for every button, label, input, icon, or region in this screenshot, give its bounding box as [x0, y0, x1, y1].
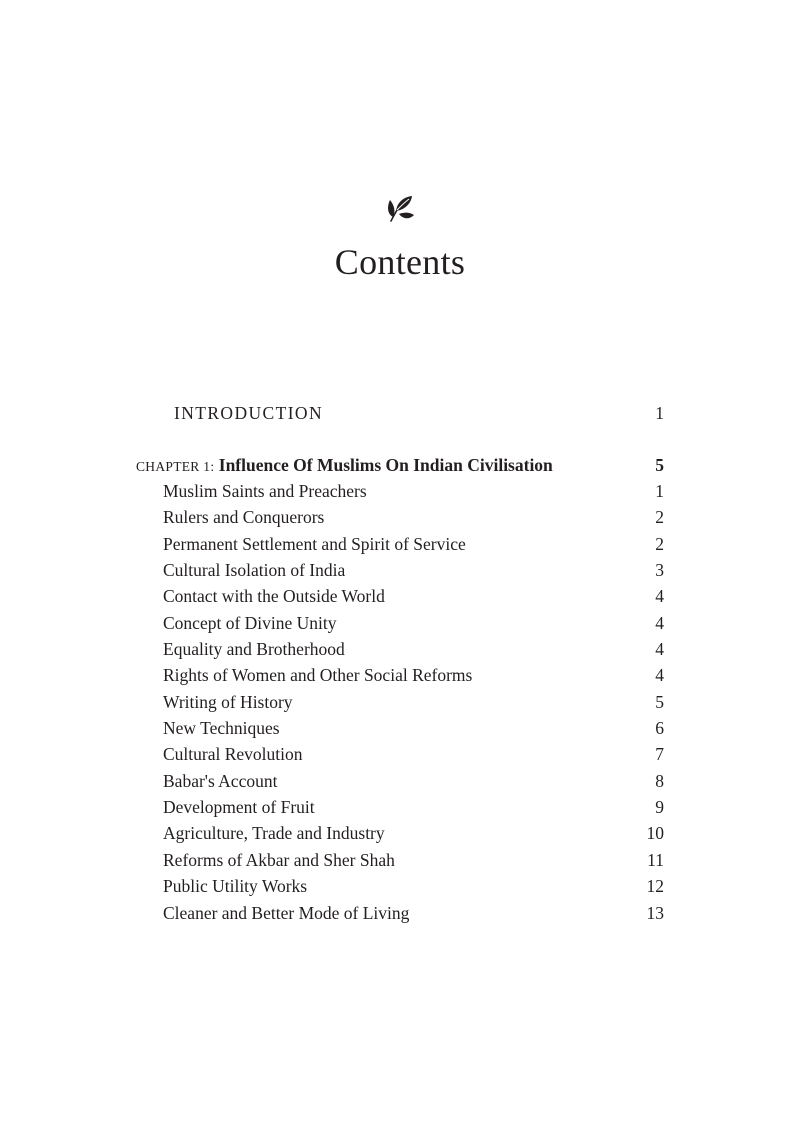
toc-section-entry [163, 873, 664, 899]
toc-introduction-entry [174, 400, 664, 426]
toc-section-entry [163, 847, 664, 873]
chapter-prefix: CHAPTER 1: [136, 459, 215, 474]
section-label: Cultural Revolution [163, 744, 303, 765]
section-label: Muslim Saints and Preachers [163, 481, 367, 501]
chapter-page-number: 5 [655, 455, 664, 475]
section-label: Concept of Divine Unity [163, 612, 337, 633]
toc-section-entry [163, 768, 664, 794]
section-label: Equality and Brotherhood [163, 639, 345, 660]
leaf-sprig-icon [384, 192, 416, 224]
toc-section-entry [163, 900, 664, 926]
section-page-number: 1 [655, 481, 664, 501]
section-page-number: 4 [655, 639, 664, 660]
toc-section-entry [163, 794, 664, 820]
toc-section-entry [163, 557, 664, 583]
toc-section-entry [163, 583, 664, 609]
section-page-number: 7 [655, 744, 664, 765]
section-page-number: 12 [646, 876, 664, 897]
section-page-number: 5 [655, 691, 664, 712]
toc-section-entry [163, 504, 664, 530]
chapter-title: Influence Of Muslims On Indian Civilisation [218, 455, 553, 475]
toc-section-entry [163, 715, 664, 741]
section-label: Rulers and Conquerors [163, 507, 325, 528]
toc-section-list [163, 478, 664, 926]
toc-chapter-entry [136, 452, 664, 478]
section-page-number: 8 [655, 770, 664, 791]
section-page-number: 4 [655, 665, 664, 686]
introduction-page-number: 1 [655, 403, 664, 423]
toc-section-entry [163, 741, 664, 767]
section-label: Public Utility Works [163, 876, 308, 897]
toc-section-entry [163, 662, 664, 688]
section-label: Babar's Account [163, 770, 278, 791]
section-page-number: 3 [655, 560, 664, 581]
toc-section-entry [163, 636, 664, 662]
section-label: Contact with the Outside World [163, 586, 385, 607]
section-page-number: 4 [655, 586, 664, 607]
toc-section-entry [163, 478, 664, 504]
toc-section-entry [163, 689, 664, 715]
section-page-number: 2 [655, 507, 664, 528]
section-page-number: 2 [655, 533, 664, 554]
section-page-number: 10 [646, 823, 664, 844]
section-label: Cleaner and Better Mode of Living [163, 902, 410, 923]
section-page-number: 4 [655, 612, 664, 633]
section-label: Writing of History [163, 691, 293, 712]
section-label: New Techniques [163, 718, 280, 739]
section-label: Development of Fruit [163, 797, 315, 818]
introduction-label: INTRODUCTION [174, 403, 324, 423]
page-title: Contents [334, 242, 466, 282]
section-page-number: 6 [655, 718, 664, 739]
section-label: Reforms of Akbar and Sher Shah [163, 849, 395, 870]
toc-section-entry [163, 820, 664, 846]
toc-section-entry [163, 531, 664, 557]
section-page-number: 9 [655, 797, 664, 818]
section-label: Agriculture, Trade and Industry [163, 823, 385, 844]
section-label: Cultural Isolation of India [163, 560, 346, 581]
section-label: Rights of Women and Other Social Reforms [163, 665, 473, 686]
toc-section-entry [163, 610, 664, 636]
section-page-number: 13 [646, 902, 664, 923]
section-page-number: 11 [647, 849, 664, 870]
section-label: Permanent Settlement and Spirit of Service [163, 533, 466, 554]
